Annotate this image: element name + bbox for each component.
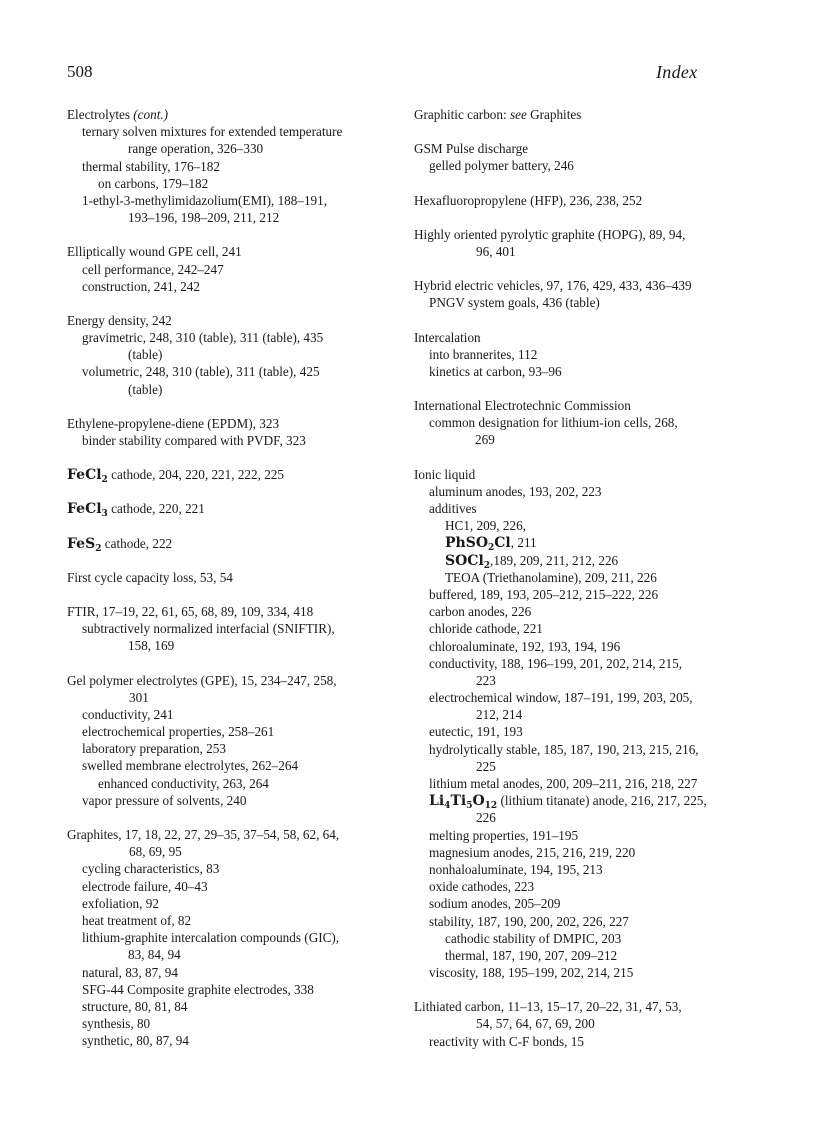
- index-entry: [67, 363, 397, 380]
- entry-text: natural, 83, 87, 94: [82, 964, 178, 980]
- index-entry: [414, 861, 754, 878]
- entry-gap: [67, 586, 397, 603]
- entry-gap: [414, 312, 754, 329]
- index-entry: [67, 261, 397, 278]
- index-entry: [414, 157, 754, 174]
- entry-text: electrochemical window, 187–191, 199, 203, 205,: [429, 690, 693, 706]
- entry-gap: [67, 655, 397, 672]
- chemical-formula: [429, 793, 498, 812]
- chemical-formula: [445, 553, 490, 569]
- entry-text: chloroaluminate, 192, 193, 194, 196: [429, 638, 621, 654]
- entry-text: enhanced conductivity, 263, 264: [98, 775, 269, 791]
- entry-gap: [414, 981, 754, 998]
- entry-text: exfoliation, 92: [82, 895, 159, 911]
- entry-text: structure, 80, 81, 84: [82, 998, 188, 1014]
- index-entry: [414, 895, 754, 912]
- running-title: Index: [656, 62, 698, 82]
- index-entry: [67, 123, 397, 140]
- index-entry: [67, 946, 397, 963]
- entry-text: into brannerites, 112: [429, 346, 538, 362]
- index-entry: [414, 964, 754, 981]
- index-entry: [414, 689, 754, 706]
- entry-text: cathode, 204, 220, 221, 222, 225: [107, 467, 284, 483]
- index-entry: [67, 895, 397, 912]
- entry-text: 223: [476, 672, 496, 688]
- entry-text: 83, 84, 94: [128, 947, 181, 963]
- entry-text: common designation for lithium-ion cells, 268,: [429, 415, 678, 431]
- formula-part: SOCl: [445, 552, 484, 569]
- chemical-formula: [67, 467, 108, 486]
- chemical-formula: [67, 536, 101, 552]
- index-entry: [414, 243, 754, 260]
- entry-text: buffered, 189, 193, 205–212, 215–222, 226: [429, 586, 659, 602]
- index-entry: [414, 277, 754, 294]
- entry-text: (table): [128, 347, 163, 363]
- index-entry: [414, 878, 754, 895]
- entry-text: binder stability compared with PVDF, 323: [82, 433, 306, 448]
- entry-text: International Electrotechnic Commission: [414, 398, 631, 414]
- entry-text: gravimetric, 248, 310 (table), 311 (table), 435: [82, 330, 324, 346]
- entry-text: cathode, 220, 221: [107, 501, 205, 517]
- entry-text: Energy density, 242: [67, 312, 172, 328]
- entry-text: electrode failure, 40–43: [82, 878, 208, 894]
- entry-text: Hybrid electric vehicles, 97, 176, 429, 433, 436–439: [414, 278, 692, 294]
- entry-text: 193–196, 198–209, 211, 212: [128, 210, 280, 226]
- index-entry: [414, 140, 754, 157]
- entry-text: lithium metal anodes, 200, 209–211, 216, 218, 227: [429, 776, 698, 791]
- entry-text: kinetics at carbon, 93–96: [429, 363, 562, 379]
- index-entry: [414, 431, 754, 448]
- entry-text: Ionic liquid: [414, 466, 476, 482]
- index-entry: [67, 981, 397, 998]
- index-entry: [414, 603, 754, 620]
- index-entry: [67, 1015, 397, 1032]
- index-entry: [414, 930, 754, 947]
- entry-text: conductivity, 241: [82, 706, 174, 722]
- entry-text: Electrolytes: [67, 107, 134, 122]
- index-entry: [67, 826, 397, 843]
- entry-text: magnesium anodes, 215, 216, 219, 220: [429, 844, 636, 860]
- entry-gap: [67, 809, 397, 826]
- index-entry: [414, 226, 754, 243]
- entry-text: Hexafluoropropylene (HFP), 236, 238, 252: [414, 192, 643, 208]
- entry-text: cathode, 222: [101, 535, 173, 551]
- index-entry: [67, 672, 397, 689]
- entry-text: 68, 69, 95: [129, 844, 182, 860]
- entry-text: gelled polymer battery, 246: [429, 158, 574, 174]
- entry-gap: [414, 123, 754, 140]
- index-entry: [414, 741, 754, 758]
- index-entry: [414, 329, 754, 346]
- index-entry: [414, 792, 754, 812]
- page-number: 508: [67, 62, 93, 81]
- index-entry: [67, 603, 397, 620]
- index-entry: [67, 329, 397, 346]
- formula-subscript: 5: [466, 801, 473, 812]
- index-entry: [414, 672, 754, 689]
- entry-text: HC1, 209, 226,: [445, 518, 526, 534]
- index-entry: [67, 775, 397, 792]
- entry-text: Elliptically wound GPE cell, 241: [67, 244, 242, 260]
- index-entry: [414, 723, 754, 740]
- index-entry: [67, 929, 397, 946]
- formula-part: O: [472, 793, 485, 810]
- entry-gap: [67, 483, 397, 500]
- index-entry: [414, 706, 754, 723]
- entry-text: aluminum anodes, 193, 202, 223: [429, 483, 602, 499]
- formula-subscript: 2: [95, 543, 102, 554]
- index-entry: [67, 757, 397, 774]
- index-entry: [414, 655, 754, 672]
- index-entry: [67, 860, 397, 877]
- index-entry: [414, 638, 754, 655]
- index-entry: [67, 106, 397, 123]
- entry-text: hydrolytically stable, 185, 187, 190, 213, 215, 216,: [429, 741, 699, 757]
- index-entry: [67, 278, 397, 295]
- entry-text: heat treatment of, 82: [82, 912, 192, 928]
- entry-text: Ethylene-propylene-diene (EPDM), 323: [67, 415, 280, 431]
- entry-gap: [67, 449, 397, 466]
- index-entry: [67, 637, 397, 654]
- formula-part: PhSO: [445, 535, 489, 552]
- formula-subscript: 4: [444, 801, 451, 812]
- entry-text: oxide cathodes, 223: [429, 879, 535, 895]
- index-entry: [414, 534, 754, 554]
- entry-text: range operation, 326–330: [128, 141, 264, 157]
- index-entry: [414, 414, 754, 431]
- index-entry: [67, 312, 397, 329]
- entry-gap: [414, 449, 754, 466]
- entry-text: PNGV system goals, 436 (table): [429, 295, 600, 311]
- index-entry: [67, 192, 397, 209]
- index-entry: [67, 723, 397, 740]
- entry-text: lithium-graphite intercalation compounds (GIC),: [82, 930, 340, 946]
- entry-gap: [67, 295, 397, 312]
- entry-text: SFG-44 Composite graphite electrodes, 338: [82, 981, 314, 997]
- index-entry: [414, 363, 754, 380]
- entry-text: ternary solven mixtures for extended temperature: [82, 124, 343, 140]
- index-entry: [414, 397, 754, 414]
- index-entry: [67, 346, 397, 363]
- entry-text: stability, 187, 190, 200, 202, 226, 227: [429, 913, 629, 929]
- entry-text: FTIR, 17–19, 22, 61, 65, 68, 89, 109, 334, 418: [67, 603, 314, 619]
- entry-text: cell performance, 242–247: [82, 261, 224, 277]
- index-entry: [67, 500, 397, 520]
- index-entry: [67, 620, 397, 637]
- entry-text: thermal, 187, 190, 207, 209–212: [445, 947, 618, 963]
- entry-text: 212, 214: [476, 707, 523, 723]
- index-entry: [414, 1033, 754, 1050]
- entry-text: vapor pressure of solvents, 240: [82, 792, 247, 808]
- entry-text: ,189, 209, 211, 212, 226: [490, 552, 619, 568]
- entry-text: chloride cathode, 221: [429, 621, 543, 637]
- index-entry: [414, 500, 754, 517]
- entry-text: Graphitic carbon:: [414, 107, 510, 122]
- index-entry: [67, 243, 397, 260]
- entry-italic-text: see: [509, 107, 527, 122]
- chemical-formula: [67, 501, 108, 520]
- index-entry: [414, 827, 754, 844]
- entry-text: swelled membrane electrolytes, 262–264: [82, 758, 299, 774]
- index-entry: [414, 1015, 754, 1032]
- index-entry: [67, 569, 397, 586]
- entry-text: eutectic, 191, 193: [429, 724, 523, 740]
- index-entry: [67, 998, 397, 1015]
- entry-text: Intercalation: [414, 329, 481, 345]
- entry-text: TEOA (Triethanolamine), 209, 211, 226: [445, 569, 657, 585]
- entry-text: 269: [475, 432, 495, 448]
- index-entry: [67, 843, 397, 860]
- entry-text: synthetic, 80, 87, 94: [82, 1033, 189, 1049]
- entry-text: additives: [429, 501, 477, 516]
- index-column-right: [414, 106, 754, 1050]
- formula-part: Ti: [450, 793, 467, 810]
- entry-gap: [67, 552, 397, 569]
- index-entry: [67, 689, 397, 706]
- entry-text: Highly oriented pyrolytic graphite (HOPG), 89, 94,: [414, 226, 686, 242]
- entry-text: carbon anodes, 226: [429, 604, 532, 620]
- entry-text: laboratory preparation, 253: [82, 741, 226, 757]
- entry-text: 225: [476, 758, 496, 774]
- formula-part: FeS: [67, 535, 96, 552]
- index-entry: [67, 140, 397, 157]
- entry-text: 96, 401: [476, 243, 516, 259]
- chemical-formula: [445, 535, 511, 554]
- entry-text: subtractively normalized interfacial (SNIFTIR),: [82, 621, 335, 637]
- entry-text: sodium anodes, 205–209: [429, 896, 561, 912]
- index-entry: [67, 466, 397, 486]
- entry-text: Graphites, 17, 18, 22, 27, 29–35, 37–54, 58, 62, 64,: [67, 827, 340, 842]
- index-entry: [414, 106, 754, 123]
- formula-subscript: 2: [483, 560, 491, 571]
- index-entry: [414, 620, 754, 637]
- entry-text: First cycle capacity loss, 53, 54: [67, 569, 233, 585]
- entry-text: construction, 241, 242: [82, 278, 200, 294]
- entry-gap: [414, 380, 754, 397]
- index-entry: [414, 998, 754, 1015]
- entry-gap: [414, 175, 754, 192]
- entry-text: 54, 57, 64, 67, 69, 200: [476, 1016, 595, 1032]
- entry-text: synthesis, 80: [82, 1016, 151, 1032]
- index-entry: [414, 552, 754, 569]
- index-entry: [414, 775, 754, 792]
- entry-text: electrochemical properties, 258–261: [82, 724, 275, 740]
- entry-text: on carbons, 179–182: [98, 175, 209, 191]
- index-entry: [414, 758, 754, 775]
- index-entry: [67, 740, 397, 757]
- entry-text-after: Graphites: [526, 107, 582, 122]
- entry-text: conductivity, 188, 196–199, 201, 202, 214, 215,: [429, 655, 682, 671]
- formula-subscript: 2: [101, 475, 108, 486]
- entry-text: melting properties, 191–195: [429, 827, 579, 843]
- index-entry: [67, 1032, 397, 1049]
- entry-text: GSM Pulse discharge: [414, 141, 529, 157]
- entry-text: reactivity with C-F bonds, 15: [429, 1033, 584, 1049]
- index-entry: [414, 844, 754, 861]
- index-entry: [414, 517, 754, 534]
- entry-text: 226: [476, 810, 496, 826]
- entry-italic-text: (cont.): [133, 107, 169, 122]
- index-entry: [67, 878, 397, 895]
- entry-text: , 211: [510, 535, 537, 551]
- index-entry: [67, 432, 397, 449]
- index-entry: [414, 913, 754, 930]
- index-entry: [414, 192, 754, 209]
- entry-gap: [414, 260, 754, 277]
- index-entry: [67, 706, 397, 723]
- entry-text: Gel polymer electrolytes (GPE), 15, 234–247, 258,: [67, 672, 337, 688]
- formula-subscript: 3: [101, 509, 108, 520]
- index-entry: [414, 294, 754, 311]
- entry-text: 158, 169: [128, 638, 175, 654]
- entry-text: nonhaloaluminate, 194, 195, 213: [429, 861, 603, 877]
- index-entry: [67, 792, 397, 809]
- entry-text: (lithium titanate) anode, 216, 217, 225,: [497, 793, 707, 809]
- formula-subscript: 2: [488, 543, 495, 554]
- entry-text: thermal stability, 176–182: [82, 158, 220, 174]
- entry-gap: [414, 209, 754, 226]
- entry-gap: [67, 398, 397, 415]
- index-entry: [67, 158, 397, 175]
- index-entry: [67, 209, 397, 226]
- index-entry: [67, 415, 397, 432]
- formula-part: Cl: [494, 535, 511, 552]
- index-entry: [414, 947, 754, 964]
- index-entry: [414, 483, 754, 500]
- entry-text: 301: [129, 689, 149, 705]
- entry-text: (table): [128, 381, 163, 397]
- index-entry: [67, 535, 397, 552]
- entry-text: Lithiated carbon, 11–13, 15–17, 20–22, 31, 47, 53,: [414, 999, 682, 1015]
- formula-part: FeCl: [67, 467, 102, 484]
- index-entry: [414, 346, 754, 363]
- entry-text: cycling characteristics, 83: [82, 861, 220, 877]
- formula-subscript: 12: [484, 801, 498, 812]
- index-entry: [414, 586, 754, 603]
- index-column-left: [67, 106, 397, 1049]
- entry-text: 1-ethyl-3-methylimidazolium(EMI), 188–191,: [82, 192, 328, 208]
- entry-text: cathodic stability of DMPIC, 203: [445, 930, 622, 946]
- index-entry: [414, 809, 754, 826]
- entry-gap: [67, 226, 397, 243]
- entry-gap: [67, 518, 397, 535]
- index-entry: [67, 381, 397, 398]
- entry-text: viscosity, 188, 195–199, 202, 214, 215: [429, 965, 634, 981]
- formula-part: Li: [429, 793, 445, 810]
- index-entry: [67, 175, 397, 192]
- index-entry: [414, 569, 754, 586]
- index-entry: [414, 466, 754, 483]
- entry-text: volumetric, 248, 310 (table), 311 (table), 425: [82, 364, 320, 380]
- index-entry: [67, 964, 397, 981]
- formula-part: FeCl: [67, 501, 102, 518]
- index-entry: [67, 912, 397, 929]
